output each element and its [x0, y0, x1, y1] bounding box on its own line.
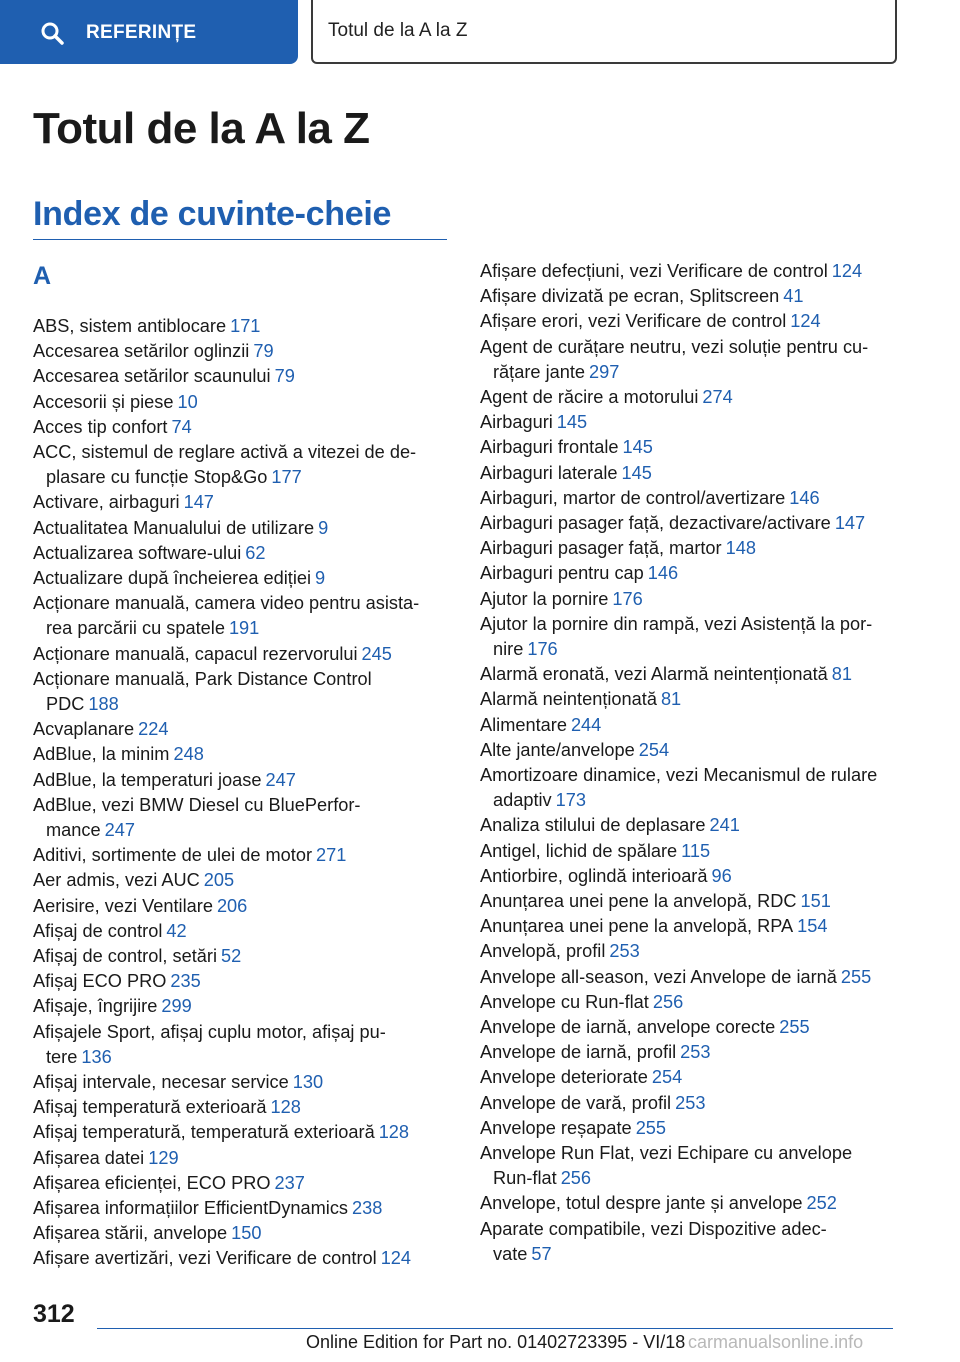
index-entry — [33, 339, 274, 364]
page-reference-link[interactable]: 62 — [245, 542, 266, 563]
index-entry-term: Amortizoare dinamice, vezi Mecanismul de rulare — [480, 765, 878, 785]
page-reference-link[interactable]: 10 — [177, 391, 198, 412]
index-entry — [480, 1141, 852, 1191]
page-reference-link[interactable]: 81 — [660, 689, 682, 710]
index-entry-term: Afișaj ECO PRO 235 — [33, 971, 201, 992]
index-entry — [33, 894, 247, 919]
page-reference-link[interactable]: 271 — [316, 845, 347, 866]
page-reference-link[interactable]: 9 — [318, 517, 329, 538]
index-entry-term: Airbaguri, martor de control/avertizare 146 — [480, 487, 820, 508]
index-entry-term: Anvelope reșapate 255 — [480, 1117, 667, 1138]
index-entry — [480, 1116, 666, 1141]
index-entry — [480, 486, 820, 511]
index-entry — [480, 990, 683, 1015]
page-reference-link[interactable]: 129 — [148, 1147, 179, 1168]
index-entry — [480, 738, 669, 763]
index-entry-term: Afișarea datei 129 — [33, 1147, 179, 1168]
page-title: Totul de la A la Z — [33, 104, 370, 153]
page-reference-link[interactable]: 128 — [378, 1122, 410, 1143]
index-entry — [33, 1221, 261, 1246]
page-reference-link[interactable]: 147 — [183, 492, 214, 513]
page-reference-link[interactable]: 253 — [675, 1092, 706, 1113]
section-tab[interactable] — [311, 0, 897, 64]
page-reference-link[interactable]: 41 — [783, 286, 804, 307]
page-reference-link[interactable]: 253 — [609, 941, 640, 962]
index-entry-term: Airbaguri 145 — [480, 412, 588, 433]
index-entry — [480, 889, 831, 914]
index-entry-term: Acționare manuală, Park Distance Control — [33, 668, 372, 689]
index-entry-term: Anunțarea unei pene la anvelopă, RPA 154 — [480, 916, 828, 937]
index-entry — [480, 687, 681, 712]
page-reference-link[interactable]: 245 — [361, 643, 392, 664]
page-reference-link[interactable]: 299 — [161, 996, 192, 1017]
index-entry-term: Aditivi, sortimente de ulei de motor 271 — [33, 845, 347, 866]
index-entry-term-continued: nire 176 — [493, 639, 558, 659]
references-tab[interactable] — [0, 0, 298, 64]
index-entry — [33, 1246, 411, 1271]
index-entry-term: Afișare avertizări, vezi Verificare de control 124 — [33, 1248, 412, 1269]
index-entry-term: Anvelopă, profil 253 — [480, 941, 640, 962]
page-reference-link[interactable]: 130 — [292, 1072, 324, 1092]
index-entry-term: Alarmă neintenționată 81 — [480, 689, 682, 710]
index-entry-term-continued: rea parcării cu spatele 191 — [46, 618, 260, 639]
index-entry — [480, 385, 733, 410]
page-reference-link[interactable]: 145 — [621, 462, 652, 483]
index-entry — [480, 511, 865, 536]
page-reference-link[interactable]: 96 — [711, 865, 732, 886]
index-entry — [480, 1015, 810, 1040]
index-entry — [480, 309, 821, 334]
index-entry-term: Afișaje, îngrijire 299 — [33, 996, 192, 1017]
index-entry-term: Airbaguri pasager față, martor 148 — [480, 538, 756, 559]
index-entry — [33, 667, 372, 717]
index-entry — [33, 1171, 305, 1196]
index-entry — [480, 284, 803, 309]
index-entry — [33, 566, 325, 591]
watermark-text: carmanualsonline.info — [688, 1332, 864, 1352]
index-entry — [33, 390, 198, 415]
page-reference-link[interactable]: 241 — [709, 815, 740, 836]
index-entry-term: Afișare erori, vezi Verificare de control 124 — [480, 311, 821, 332]
page-reference-link[interactable]: 9 — [315, 568, 326, 588]
page-reference-link[interactable]: 254 — [651, 1067, 683, 1088]
index-entry-term: Alimentare 244 — [480, 714, 602, 735]
index-letter: A — [33, 262, 52, 290]
page-reference-link[interactable]: 146 — [789, 487, 820, 508]
index-entry — [480, 259, 862, 284]
index-entry — [33, 969, 201, 994]
page-reference-link[interactable]: 256 — [560, 1168, 592, 1189]
index-entry-term-continued: Run-flat 256 — [493, 1168, 592, 1189]
index-entry-term-continued: rățare jante 297 — [493, 361, 620, 382]
page-reference-link[interactable]: 253 — [680, 1042, 711, 1063]
page-reference-link[interactable]: 146 — [647, 563, 679, 584]
page-reference-link[interactable]: 176 — [527, 639, 558, 659]
index-entry-term: Activare, airbaguri 147 — [33, 492, 214, 513]
page-reference-link[interactable]: 173 — [555, 790, 587, 811]
index-entry-term: Aparate compatibile, vezi Dispozitive adec- — [480, 1218, 827, 1239]
index-entry-term: Antiorbire, oglindă interioară 96 — [480, 865, 732, 886]
page-reference-link[interactable]: 256 — [652, 991, 684, 1012]
index-entry-term: AdBlue, la minim 248 — [33, 744, 204, 765]
index-entry-term: Alte jante/anvelope 254 — [480, 739, 670, 760]
page-reference-link[interactable]: 136 — [81, 1046, 112, 1067]
index-entry-term: Accesarea setărilor scaunului 79 — [33, 366, 295, 387]
page-reference-link[interactable]: 247 — [104, 820, 135, 840]
footer-edition: Online Edition for Part no. 01402723395 - VI/18 — [306, 1332, 686, 1352]
page-reference-link[interactable]: 274 — [702, 387, 733, 407]
index-entry-term: Anvelope all-season, vezi Anvelope de iarnă 255 — [480, 966, 872, 987]
index-entry-term-continued: vate 57 — [493, 1243, 552, 1264]
index-entry-term: Aer admis, vezi AUC 205 — [33, 870, 235, 891]
index-entry — [480, 662, 852, 687]
page-reference-link[interactable]: 42 — [166, 920, 187, 941]
index-entry-term: Actualizarea software-ului 62 — [33, 542, 266, 563]
index-entry — [33, 868, 234, 893]
page-reference-link[interactable]: 147 — [834, 513, 866, 533]
index-entry — [33, 642, 392, 667]
index-entry — [480, 612, 872, 662]
index-entry-term: Afișarea informațiilor EfficientDynamics 238 — [33, 1198, 383, 1218]
section-divider — [33, 239, 447, 240]
page-reference-link[interactable]: 124 — [790, 311, 821, 332]
index-entry — [33, 919, 187, 944]
page-reference-link[interactable]: 235 — [170, 971, 201, 992]
index-entry-term: Actualitatea Manualului de utilizare 9 — [33, 517, 329, 538]
page-reference-link[interactable]: 150 — [231, 1223, 262, 1244]
index-entry — [33, 1095, 301, 1120]
index-entry — [33, 1146, 179, 1171]
index-entry-term: Anvelope de iarnă, profil 253 — [480, 1042, 711, 1063]
index-entry-term: Anunțarea unei pene la anvelopă, RDC 151 — [480, 891, 831, 911]
page-reference-link[interactable]: 254 — [638, 739, 670, 760]
page-reference-link[interactable]: 148 — [725, 538, 756, 559]
index-entry-term: Alarmă eronată, vezi Alarmă neintenționată 81 — [480, 664, 853, 685]
index-entry-term: Anvelope de vară, profil 253 — [480, 1092, 706, 1113]
index-entry-term: Anvelope deteriorate 254 — [480, 1067, 683, 1088]
index-entry — [480, 813, 740, 838]
index-entry-term: ACC, sistemul de reglare activă a vitezei de de- — [33, 442, 417, 462]
index-entry — [33, 415, 192, 440]
index-entry-term: Acționare manuală, camera video pentru asista- — [33, 593, 420, 614]
index-entry — [33, 717, 168, 742]
index-entry-term: Afișare defecțiuni, vezi Verificare de control 124 — [480, 261, 863, 281]
index-entry — [480, 335, 868, 385]
page-reference-link[interactable]: 151 — [800, 891, 831, 911]
index-entry-term: Analiza stilului de deplasare 241 — [480, 815, 740, 836]
index-entry-term: Afișaj temperatură exterioară 128 — [33, 1097, 301, 1118]
index-entry — [480, 763, 877, 813]
top-navigation — [0, 0, 960, 66]
page-reference-link[interactable]: 255 — [779, 1017, 810, 1037]
index-entry — [33, 843, 346, 868]
index-entry — [33, 994, 192, 1019]
page-reference-link[interactable]: 176 — [612, 588, 643, 609]
index-entry-term: Agent de curățare neutru, vezi soluție pentru cu- — [480, 336, 869, 357]
index-entry — [33, 1070, 323, 1095]
index-entry-term: Airbaguri pasager față, dezactivare/activare 147 — [480, 513, 866, 533]
index-entry-term: Afișaj de control 42 — [33, 920, 187, 941]
page-reference-link[interactable]: 206 — [216, 895, 248, 916]
page-reference-link[interactable]: 79 — [253, 341, 274, 362]
index-entry-term: Airbaguri pentru cap 146 — [480, 563, 679, 584]
index-entry-term-continued: tere 136 — [46, 1046, 112, 1067]
page-reference-link[interactable]: 128 — [270, 1097, 301, 1118]
index-entry-term: Airbaguri frontale 145 — [480, 437, 653, 458]
page-reference-link[interactable]: 191 — [228, 618, 260, 639]
index-entry-term: ABS, sistem antiblocare 171 — [33, 316, 261, 336]
index-entry-term: Anvelope de iarnă, anvelope corecte 255 — [480, 1017, 810, 1037]
index-entry-term: Afișaj temperatură, temperatură exterioară 128 — [33, 1122, 410, 1143]
index-entry-term: Ajutor la pornire 176 — [480, 588, 643, 609]
index-entry-term: Anvelope cu Run-flat 256 — [480, 991, 684, 1012]
page-reference-link[interactable]: 124 — [380, 1248, 412, 1269]
index-entry — [480, 435, 653, 460]
index-entry-term: Anvelope Run Flat, vezi Echipare cu anvelope — [480, 1143, 853, 1163]
index-entry — [33, 1196, 382, 1221]
page-reference-link[interactable]: 145 — [622, 437, 653, 458]
page-reference-link[interactable]: 237 — [274, 1172, 305, 1193]
index-entry-term: Afișare divizată pe ecran, Splitscreen 41 — [480, 286, 804, 307]
index-entry — [480, 864, 732, 889]
index-entry-term: Actualizare după încheierea ediției 9 — [33, 568, 326, 588]
index-entry-term: Afișajele Sport, afișaj cuplu motor, afișaj pu- — [33, 1021, 386, 1042]
index-entry — [480, 561, 678, 586]
index-entry-term: Afișarea eficienței, ECO PRO 237 — [33, 1172, 305, 1193]
index-entry — [480, 461, 652, 486]
footer-divider — [97, 1328, 893, 1329]
index-entry — [480, 410, 587, 435]
index-entry — [480, 1040, 711, 1065]
index-entry-term-continued: PDC 188 — [46, 694, 119, 714]
index-entry-term: Acces tip confort 74 — [33, 416, 192, 437]
index-entry-term: Antigel, lichid de spălare 115 — [480, 840, 711, 861]
page-reference-link[interactable]: 115 — [681, 840, 711, 861]
page-reference-link[interactable]: 79 — [274, 366, 295, 387]
index-entry — [480, 713, 601, 738]
index-entry — [480, 536, 756, 561]
references-tab-label: REFERINȚE — [86, 22, 197, 43]
index-entry — [33, 742, 204, 767]
page-reference-link[interactable]: 171 — [230, 316, 261, 336]
index-entry — [480, 587, 643, 612]
index-entry-term-continued: adaptiv 173 — [493, 790, 587, 811]
page-reference-link[interactable]: 297 — [589, 361, 620, 382]
index-entry — [33, 314, 260, 339]
index-entry — [33, 768, 296, 793]
index-entry — [33, 944, 241, 969]
index-entry-term: AdBlue, vezi BMW Diesel cu BluePerfor- — [33, 794, 361, 815]
page-reference-link[interactable]: 255 — [840, 966, 872, 987]
index-entry — [33, 1120, 409, 1145]
index-entry-term: Aerisire, vezi Ventilare 206 — [33, 895, 248, 916]
index-entry — [480, 914, 827, 939]
index-entry — [480, 1091, 705, 1116]
index-entry — [480, 1191, 837, 1216]
section-title: Index de cuvinte-cheie — [33, 195, 392, 233]
index-entry-term: Acvaplanare 224 — [33, 719, 169, 740]
page-reference-link[interactable]: 154 — [797, 916, 828, 937]
index-entry — [33, 490, 214, 515]
page-reference-link[interactable]: 255 — [635, 1117, 667, 1138]
page-reference-link[interactable]: 244 — [570, 714, 602, 735]
index-entry — [480, 839, 710, 864]
index-entry — [33, 541, 265, 566]
index-entry-term: Accesorii și piese 10 — [33, 391, 198, 412]
index-entry — [480, 965, 871, 990]
page-reference-link[interactable]: 145 — [556, 412, 588, 433]
index-entry — [33, 440, 416, 490]
page-reference-link[interactable]: 124 — [831, 261, 863, 281]
page-number: 312 — [33, 1300, 75, 1328]
page-reference-link[interactable]: 81 — [831, 664, 853, 685]
index-entry — [33, 1020, 386, 1070]
index-entry-term: AdBlue, la temperaturi joase 247 — [33, 769, 296, 790]
section-tab-label: Totul de la A la Z — [328, 20, 468, 41]
index-entry-term-continued: mance 247 — [46, 820, 135, 840]
index-entry-term: Acționare manuală, capacul rezervorului 245 — [33, 643, 392, 664]
page-reference-link[interactable]: 238 — [352, 1198, 383, 1218]
page-reference-link[interactable]: 247 — [265, 769, 296, 790]
page-reference-link[interactable]: 177 — [271, 467, 302, 488]
index-entry — [480, 1065, 682, 1090]
page-reference-link[interactable]: 252 — [806, 1193, 837, 1214]
index-entry-term: Anvelope, totul despre jante și anvelope 252 — [480, 1193, 837, 1214]
index-entry-term: Accesarea setărilor oglinzii 79 — [33, 341, 274, 362]
index-entry-term: Afișarea stării, anvelope 150 — [33, 1223, 262, 1244]
page-reference-link[interactable]: 224 — [138, 719, 169, 740]
index-entry — [33, 793, 361, 843]
index-entry-term-continued: plasare cu funcție Stop&Go 177 — [46, 467, 302, 488]
page-reference-link[interactable]: 248 — [173, 744, 204, 765]
index-entry — [33, 516, 328, 541]
index-entry — [33, 591, 419, 641]
index-entry-term: Airbaguri laterale 145 — [480, 462, 652, 483]
index-entry-term: Afișaj intervale, necesar service 130 — [33, 1072, 324, 1092]
index-entry-term: Afișaj de control, setări 52 — [33, 946, 242, 966]
index-entry-term: Ajutor la pornire din rampă, vezi Asistență la por- — [480, 613, 873, 634]
page-reference-link[interactable]: 205 — [203, 870, 235, 891]
index-entry — [480, 939, 640, 964]
page-reference-link[interactable]: 52 — [220, 946, 242, 966]
page-reference-link[interactable]: 74 — [171, 416, 192, 437]
page-reference-link[interactable]: 57 — [531, 1243, 552, 1264]
search-icon — [40, 21, 64, 45]
index-entry-term: Agent de răcire a motorului 274 — [480, 387, 733, 407]
index-entry — [480, 1217, 827, 1267]
index-entry — [33, 364, 295, 389]
page-reference-link[interactable]: 188 — [88, 694, 119, 714]
